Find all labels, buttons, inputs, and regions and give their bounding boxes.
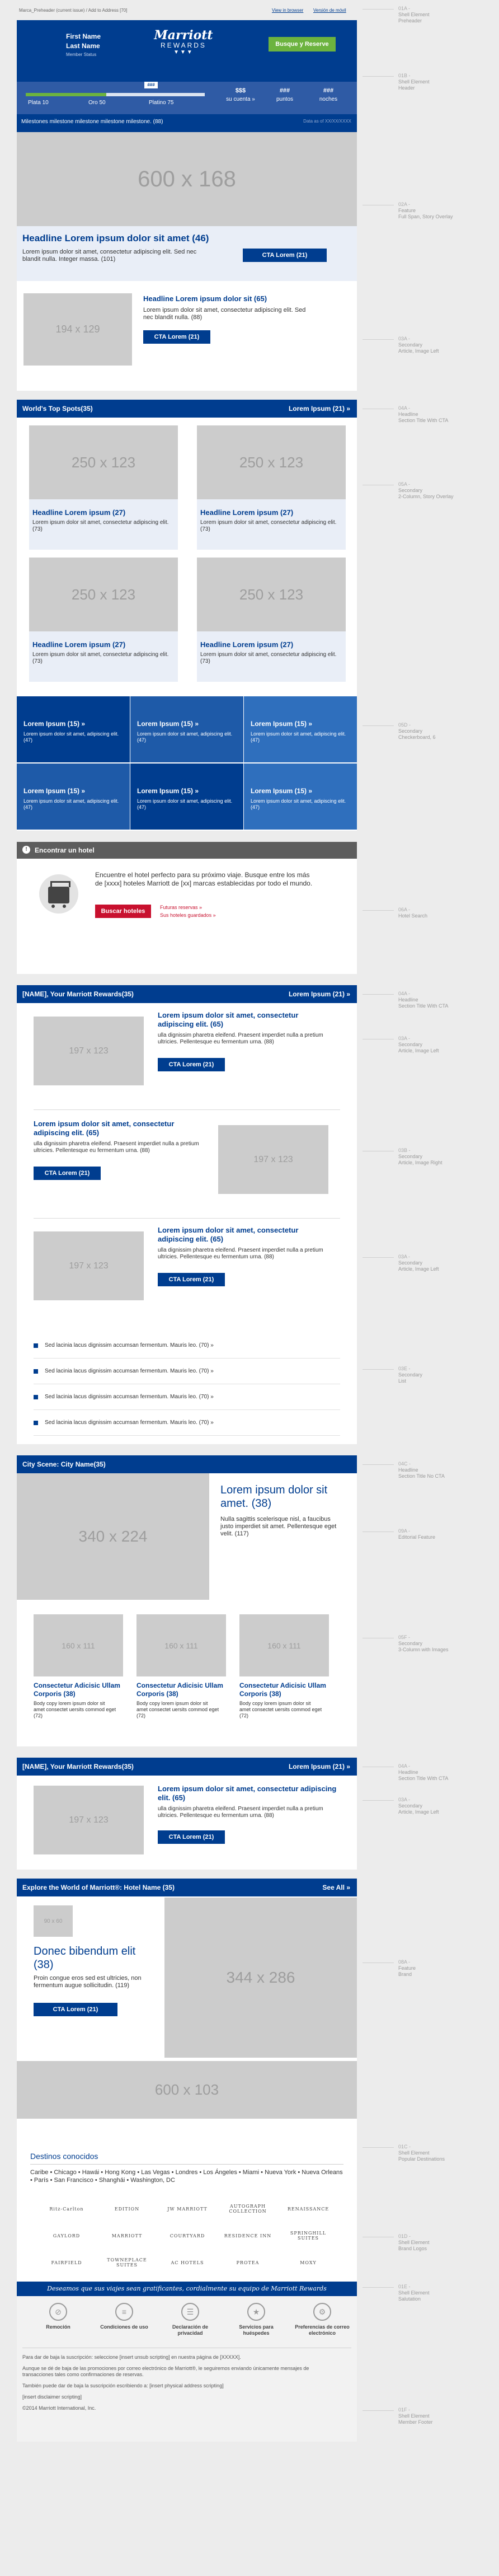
annotation-leader xyxy=(363,339,394,340)
article-cta-button[interactable]: CTA Lorem (21) xyxy=(143,330,210,344)
rewards-list-text: Sed lacinia lacus dignissim accumsan fermentum. Mauris leo. (70) » xyxy=(45,1342,214,1348)
rewards-list-item[interactable] xyxy=(34,1415,340,1436)
footer-link[interactable] xyxy=(228,2303,284,2336)
module-annotation-id: 01D - xyxy=(398,2233,411,2239)
luggage-icon xyxy=(39,874,78,914)
module-annotation-id: 03E - xyxy=(398,1366,411,1371)
city-header xyxy=(17,1455,357,1473)
footer-link[interactable] xyxy=(294,2303,350,2336)
brand-logo-text: RESIDENCE INN xyxy=(224,2233,272,2238)
rewards-list-text: Sed lacinia lacus dignissim accumsan fermentum. Mauris leo. (70) » xyxy=(45,1368,214,1374)
checker-tile-body: Lorem ipsum dolor sit amet, adipiscing elit. (47) xyxy=(251,798,346,810)
footer-link-label: Preferencias de correo electrónico xyxy=(295,2324,350,2336)
module-annotation xyxy=(398,1763,488,1782)
stat-nights-label: noches xyxy=(319,96,338,102)
rewards2-body: ulla dignissim pharetra eleifend. Praesent imperdiet nulla a pretium ultricies. Pellentesque eu fermentum urna. (88) xyxy=(158,1806,323,1819)
stat-nights xyxy=(309,87,348,102)
disclaimer-paragraph: Para dar de baja la suscripción: seleccione [insert unsub scripting] en nuestra página de [XXXXX]. xyxy=(22,2354,241,2360)
brand-logo-text: MARRIOTT xyxy=(111,2233,143,2238)
checker-tile[interactable] xyxy=(244,764,357,830)
module-annotation-text: Shell Element Salutation xyxy=(398,2290,430,2302)
city-title: City Scene: City Name(35) xyxy=(22,1460,106,1468)
checker-tile-title: Lorem Ipsum (15) » xyxy=(23,787,86,795)
disclaimer-paragraph: Aunque se dé de baja de las promociones por correo electrónico de Marriott®, le seguiremos enviando únicamente mensajes de transacciones tales como confirmaciones de reservas. xyxy=(22,2366,309,2377)
footer-link-label: Condiciones de uso xyxy=(100,2324,148,2330)
module-annotation-text: Secondary Checkerboard, 6 xyxy=(398,728,436,740)
rewards-article-cta-button[interactable]: CTA Lorem (21) xyxy=(158,1273,225,1286)
explore-title: Explore the World of Marriott®: Hotel Name (35) xyxy=(22,1884,175,1891)
module-annotation-text: Secondary List xyxy=(398,1372,423,1384)
header xyxy=(17,20,357,132)
city-scene-section xyxy=(17,1455,357,1746)
disclaimer xyxy=(22,2354,336,2416)
salutation-text: Deseamos que sus viajes sean gratificantes, cordialmente su equipo de Marriott Rewards xyxy=(47,2285,327,2292)
spot-card-image[interactable]: 250 x 123 xyxy=(29,558,178,631)
city-card-body: Body copy lorem ipsum dolor sit amet consectet uersits commod eget (72) xyxy=(239,1701,322,1718)
rewards-list-item[interactable] xyxy=(34,1364,340,1384)
module-annotation xyxy=(398,405,488,424)
article-image[interactable]: 194 x 129 xyxy=(23,293,132,366)
destinations-divider xyxy=(30,2164,343,2165)
rewards2-cta-button[interactable]: CTA Lorem (21) xyxy=(158,1830,225,1844)
rewards-list-text: Sed lacinia lacus dignissim accumsan fermentum. Mauris leo. (70) » xyxy=(45,1394,214,1400)
explore-section xyxy=(17,1879,357,2130)
module-annotation-id: 01F - xyxy=(398,2407,411,2413)
brand-logo-placeholder: 90 x 60 xyxy=(34,1905,73,1937)
module-annotation-text: Feature Full Span, Story Overlay xyxy=(398,208,453,219)
disclaimer-paragraph: También puede dar de baja la suscripción escribiendo a: [insert physical address scripting] xyxy=(22,2383,224,2388)
brand-logo-text: AUTOGRAPH COLLECTION xyxy=(229,2204,267,2214)
module-annotation-id: 05A - xyxy=(398,481,411,487)
module-annotation xyxy=(398,481,488,500)
stats-strip xyxy=(17,82,357,114)
list-bullet-icon xyxy=(34,1369,38,1374)
footer-link-icon: ☰ xyxy=(181,2303,199,2321)
spot-card[interactable] xyxy=(29,558,178,682)
annotation-leader xyxy=(363,1531,394,1532)
stat-points-label: puntos xyxy=(276,96,294,102)
tier-oro: Oro 50 xyxy=(88,100,106,106)
checker-tile[interactable] xyxy=(130,696,243,762)
module-annotation xyxy=(398,1528,488,1540)
rewards-list-item[interactable] xyxy=(34,1338,340,1359)
brand-logo[interactable] xyxy=(281,2198,336,2220)
milestone-text: Milestones milestone milestone milestone milestone. (88) xyxy=(21,119,163,125)
rewards-section xyxy=(17,985,357,1444)
brand-logo-text: EDITION xyxy=(114,2206,140,2212)
mobile-version-link[interactable]: Versión de móvil xyxy=(313,8,346,13)
spot-card-headline: Headline Lorem ipsum (27) xyxy=(200,508,294,517)
rewards2-header xyxy=(17,1758,357,1776)
annotation-leader xyxy=(363,1369,394,1370)
rewards-link[interactable]: Lorem Ipsum (21) » xyxy=(288,990,350,998)
annotation-leader xyxy=(363,9,394,10)
checker-tile-body: Lorem ipsum dolor sit amet, adipiscing elit. (47) xyxy=(23,798,119,810)
section-divider xyxy=(34,1218,340,1219)
search-hotels-button[interactable]: Buscar hoteles xyxy=(95,905,151,918)
footer-link[interactable] xyxy=(30,2303,86,2330)
rewards-article-image[interactable]: 197 x 123 xyxy=(218,1125,328,1194)
milestone-date: Data as of XX/XX/XXXX xyxy=(303,119,351,124)
module-annotation xyxy=(398,2233,488,2252)
rewards2-link[interactable]: Lorem Ipsum (21) » xyxy=(288,1763,350,1771)
spot-card-headline: Headline Lorem ipsum (27) xyxy=(200,640,294,649)
module-annotation-text: Secondary Article, Image Left xyxy=(398,1260,439,1272)
spot-card-image[interactable]: 250 x 123 xyxy=(197,425,346,499)
preheader-text: Marca_Preheader (current issue) / Add to Address [70] xyxy=(19,8,128,13)
view-in-browser-link[interactable]: View in browser xyxy=(272,8,304,13)
city-headline: Lorem ipsum dolor sit amet. (38) xyxy=(220,1484,328,1510)
module-annotation xyxy=(398,722,488,741)
module-annotation xyxy=(398,1634,488,1653)
hero-body: Lorem ipsum dolor sit amet, consectetur adipiscing elit. Sed nec blandit nulla. Integer massa. (101) xyxy=(22,249,197,263)
rewards-section-2 xyxy=(17,1758,357,1870)
checker-tile-body: Lorem ipsum dolor sit amet, adipiscing elit. (47) xyxy=(137,798,233,810)
member-status: Member Status xyxy=(66,52,97,57)
checker-tile-body: Lorem ipsum dolor sit amet, adipiscing elit. (47) xyxy=(23,731,119,743)
future-reservations-link[interactable]: Futuras reservas » xyxy=(160,905,203,910)
brand-logo[interactable] xyxy=(160,2224,215,2247)
annotation-leader xyxy=(363,910,394,911)
module-annotation-text: Secondary Article, Image Left xyxy=(398,1803,439,1815)
stat-account-label: su cuenta » xyxy=(226,96,255,102)
destinations-title: Destinos conocidos xyxy=(30,2152,98,2161)
rewards-article-headline: Lorem ipsum dolor sit amet, consectetur adipiscing elit. (65) xyxy=(158,1226,299,1243)
module-annotation xyxy=(398,1254,488,1272)
section-divider xyxy=(34,1109,340,1110)
module-annotation-text: Secondary 3-Column with Images xyxy=(398,1641,449,1652)
hotel-search-section xyxy=(17,842,357,974)
module-annotation xyxy=(398,1959,488,1978)
brand-logo[interactable] xyxy=(281,2251,336,2274)
footer-link-icon: ★ xyxy=(247,2303,265,2321)
checker-tile[interactable] xyxy=(17,696,130,762)
preheader xyxy=(17,4,357,17)
explore-cta-button[interactable]: CTA Lorem (21) xyxy=(34,2003,117,2016)
city-card-headline: Consectetur Adicisic Ullam Corporis (38) xyxy=(34,1682,120,1698)
brand-logo-text: Ritz-Carlton xyxy=(49,2206,84,2212)
article-headline: Headline Lorem ipsum dolor sit (65) xyxy=(143,294,267,303)
module-annotation-id: 04C - xyxy=(398,1461,411,1467)
brand-logo-text: AC HOTELS xyxy=(171,2260,204,2265)
annotation-leader xyxy=(363,76,394,77)
module-annotation xyxy=(398,1366,488,1384)
city-card-body: Body copy lorem ipsum dolor sit amet consectet uersits commod eget (72) xyxy=(136,1701,219,1718)
module-annotation xyxy=(398,202,488,220)
brand-logo[interactable] xyxy=(39,2251,94,2274)
city-image[interactable]: 340 x 224 xyxy=(17,1473,209,1600)
marriott-rewards-logo[interactable] xyxy=(150,28,217,55)
saved-hotels-link[interactable]: Sus hoteles guardados » xyxy=(160,912,216,918)
rewards2-image[interactable]: 197 x 123 xyxy=(34,1786,144,1854)
spot-card-image[interactable]: 250 x 123 xyxy=(29,425,178,499)
module-annotation xyxy=(398,2284,488,2302)
module-annotation xyxy=(398,73,488,91)
module-annotation-id: 05D - xyxy=(398,722,411,728)
popular-destinations xyxy=(17,2130,357,2192)
logo-subtitle: REWARDS xyxy=(161,41,206,49)
top-spots-title: World's Top Spots(35) xyxy=(22,405,93,413)
progress-marker: ### xyxy=(144,82,158,88)
module-annotation-id: 03B - xyxy=(398,1148,411,1153)
disclaimer-paragraph: [insert disclaimer scripting] xyxy=(22,2394,82,2400)
module-annotation-id: 01C - xyxy=(398,2144,411,2149)
checker-tile[interactable] xyxy=(130,764,243,830)
rewards-list-text: Sed lacinia lacus dignissim accumsan fermentum. Mauris leo. (70) » xyxy=(45,1420,214,1426)
explore-header xyxy=(17,1879,357,1896)
module-annotation-text: Hotel Search xyxy=(398,913,428,919)
progress-track xyxy=(26,93,205,96)
brand-logo[interactable] xyxy=(160,2251,215,2274)
brand-logo-text: TOWNEPLACE SUITES xyxy=(107,2257,147,2268)
hotel-search-body: Encuentre el hotel perfecto para su próximo viaje. Busque entre los más de [xxxx] hoteles Marriott de [xx] marcas establecidas por todo el mundo. xyxy=(95,871,313,887)
module-annotation-text: Headline Section Title With CTA xyxy=(398,1769,449,1781)
module-annotation-text: Feature Brand xyxy=(398,1965,416,1977)
checker-tile[interactable] xyxy=(17,764,130,830)
module-annotation-id: 02A - xyxy=(398,202,411,207)
module-annotation-id: 04A - xyxy=(398,405,411,411)
explore-headline: Donec bibendum elit (38) xyxy=(34,1945,136,1971)
module-annotation-text: Shell Element Popular Destinations xyxy=(398,2150,445,2162)
hero-image[interactable]: 600 x 168 xyxy=(17,132,357,226)
brand-logo[interactable] xyxy=(39,2198,94,2220)
module-annotation xyxy=(398,991,488,1009)
rewards-article-cta-button[interactable]: CTA Lorem (21) xyxy=(34,1167,101,1180)
top-spots-link[interactable]: Lorem Ipsum (21) » xyxy=(288,405,350,413)
top-spots-section xyxy=(17,400,357,831)
logo-wordmark: Marriott xyxy=(154,28,213,43)
list-bullet-icon xyxy=(34,1343,38,1348)
stat-account[interactable] xyxy=(218,87,263,102)
module-annotation-text: Editorial Feature xyxy=(398,1534,436,1540)
city-card-headline: Consectetur Adicisic Ullam Corporis (38) xyxy=(136,1682,223,1698)
spot-card-image[interactable]: 250 x 123 xyxy=(197,558,346,631)
brand-logo[interactable] xyxy=(100,2224,154,2247)
rewards-article-body: ulla dignissim pharetra eleifend. Praesent imperdiet nulla a pretium ultricies. Pellentesque eu fermentum urna. (88) xyxy=(158,1032,323,1045)
member-footer xyxy=(17,2296,357,2442)
explore-body: Proin congue eros sed est ultricies, non fermentum augue sollicitudin. (119) xyxy=(34,1975,142,1989)
destinations-cities[interactable]: Caribe • Chicago • Hawái • Hong Kong • Las Vegas • Londres • Los Ángeles • Miami • Nueva York • Nueva Orleans • París • San Francisco • Shanghái • Washington, DC xyxy=(30,2169,343,2184)
spot-card[interactable] xyxy=(29,425,178,550)
spot-card-body: Lorem ipsum dolor sit amet, consectetur adipiscing elit. (73) xyxy=(32,652,169,664)
brand-logo[interactable] xyxy=(220,2251,275,2274)
hero-overlay xyxy=(17,226,357,281)
checker-tile-title: Lorem Ipsum (15) » xyxy=(137,787,199,795)
brand-logo[interactable] xyxy=(100,2198,154,2220)
brand-logo[interactable] xyxy=(220,2224,275,2247)
annotation-leader xyxy=(363,725,394,726)
brand-logo-text: PROTEA xyxy=(236,2260,260,2265)
book-button[interactable]: Busque y Reserve xyxy=(269,37,336,51)
spot-card-body: Lorem ipsum dolor sit amet, consectetur adipiscing elit. (73) xyxy=(32,519,169,532)
rewards-article-headline: Lorem ipsum dolor sit amet, consectetur adipiscing elit. (65) xyxy=(158,1011,299,1028)
footer-link[interactable] xyxy=(162,2303,218,2336)
annotation-leader xyxy=(363,994,394,995)
module-annotation xyxy=(398,1148,488,1166)
checker-tile-title: Lorem Ipsum (15) » xyxy=(251,787,313,795)
tier-plata: Plata 10 xyxy=(28,100,49,106)
explore-bottom-image[interactable]: 600 x 103 xyxy=(17,2061,357,2119)
module-annotation-text: Shell Element Brand Logos xyxy=(398,2240,430,2251)
hero-headline: Headline Lorem ipsum dolor sit amet (46) xyxy=(22,233,209,243)
brand-logo-text: MOXY xyxy=(300,2260,317,2265)
hotel-search-title: Encontrar un hotel xyxy=(35,846,95,854)
rewards-list-item[interactable] xyxy=(34,1389,340,1410)
module-annotation xyxy=(398,2144,488,2162)
module-annotation-id: 09A - xyxy=(398,1528,411,1534)
hotel-search-header xyxy=(17,842,357,859)
brand-logo-text: FAIRFIELD xyxy=(51,2260,82,2265)
brand-logo[interactable] xyxy=(100,2251,154,2274)
rewards-article-body: ulla dignissim pharetra eleifend. Praesent imperdiet nulla a pretium ultricies. Pellentesque eu fermentum urna. (88) xyxy=(158,1247,323,1260)
brand-logo-text: GAYLORD xyxy=(53,2233,81,2238)
last-name: Last Name xyxy=(66,42,100,50)
article-body: Lorem ipsum dolor sit amet, consectetur adipiscing elit. Sed nec blandit nulla. (88) xyxy=(143,307,306,321)
city-card-body: Body copy lorem ipsum dolor sit amet consectet uersits commod eget (72) xyxy=(34,1701,116,1718)
brand-logo[interactable] xyxy=(281,2224,336,2247)
rewards-header xyxy=(17,985,357,1003)
list-bullet-icon xyxy=(34,1395,38,1399)
tier-platino: Platino 75 xyxy=(149,100,174,106)
module-annotation-text: Headline Section Title With CTA xyxy=(398,411,449,423)
rewards-article-body: ulla dignissim pharetra eleifend. Praesent imperdiet nulla a pretium ultricies. Pellentesque eu fermentum urna. (88) xyxy=(34,1141,199,1154)
brand-logo-text: COURTYARD xyxy=(170,2233,205,2238)
checker-tile-body: Lorem ipsum dolor sit amet, adipiscing elit. (47) xyxy=(251,731,346,743)
logo-flourish-icon: ▼▼▼ xyxy=(173,49,194,55)
disclaimer-paragraph: ©2014 Marriott International, Inc. xyxy=(22,2405,96,2411)
first-name: First Name xyxy=(66,32,101,40)
module-annotation xyxy=(398,6,488,24)
module-annotation-text: Secondary Article, Image Left xyxy=(398,342,439,354)
brand-logo[interactable] xyxy=(39,2224,94,2247)
member-name xyxy=(66,32,101,57)
rewards-article-image[interactable]: 197 x 123 xyxy=(34,1017,144,1085)
hero-cta-button[interactable]: CTA Lorem (21) xyxy=(243,249,327,262)
module-annotation xyxy=(398,2407,488,2425)
city-card-headline: Consectetur Adicisic Ullam Corporis (38) xyxy=(239,1682,326,1698)
annotation-leader xyxy=(363,1464,394,1465)
module-annotation-text: Headline Section Title No CTA xyxy=(398,1467,445,1479)
brand-logo-text: JW MARRIOTT xyxy=(167,2206,208,2212)
checker-tile-title: Lorem Ipsum (15) » xyxy=(251,720,313,728)
brand-logos xyxy=(17,2192,357,2282)
footer-link[interactable] xyxy=(96,2303,152,2330)
list-bullet-icon xyxy=(34,1421,38,1425)
hero-feature xyxy=(17,132,357,281)
progress-fill xyxy=(26,93,106,96)
module-annotation-text: Secondary Article, Image Left xyxy=(398,1042,439,1053)
rewards2-headline: Lorem ipsum dolor sit amet, consectetur adipiscing elit. (65) xyxy=(158,1785,337,1802)
module-annotation-id: 03A - xyxy=(398,1797,411,1802)
spot-card-body: Lorem ipsum dolor sit amet, consectetur adipiscing elit. (73) xyxy=(200,652,337,664)
module-annotation-text: Shell Element Header xyxy=(398,79,430,91)
module-annotation xyxy=(398,1461,488,1479)
rewards-article-headline: Lorem ipsum dolor sit amet, consectetur adipiscing elit. (65) xyxy=(34,1120,175,1137)
module-annotation-id: 01A - xyxy=(398,6,411,11)
top-spots-header xyxy=(17,400,357,418)
brand-logo[interactable] xyxy=(220,2198,275,2220)
module-annotation-text: Headline Section Title With CTA xyxy=(398,997,449,1009)
module-annotation-id: 03A - xyxy=(398,1254,411,1259)
module-annotation-id: 04A - xyxy=(398,991,411,996)
checker-tile-title: Lorem Ipsum (15) » xyxy=(23,720,86,728)
annotation-leader xyxy=(363,2410,394,2411)
explore-link[interactable]: See All » xyxy=(322,1884,350,1891)
footer-link-label: Declaración de privacidad xyxy=(172,2324,209,2336)
annotation-leader xyxy=(363,1800,394,1801)
rewards-title: [NAME], Your Marriott Rewards(35) xyxy=(22,990,134,998)
footer-link-label: Remoción xyxy=(46,2324,70,2330)
module-annotation xyxy=(398,907,488,919)
module-annotation-id: 03A - xyxy=(398,1036,411,1041)
hotel-search-icon: ! xyxy=(22,846,30,854)
rewards-article-cta-button[interactable]: CTA Lorem (21) xyxy=(158,1058,225,1071)
stat-points xyxy=(265,87,304,102)
stat-nights-value: ### xyxy=(323,87,334,94)
module-annotation-id: 08A - xyxy=(398,1959,411,1965)
module-annotation-id: 04A - xyxy=(398,1763,411,1769)
salutation xyxy=(17,2282,357,2296)
module-annotation-id: 01E - xyxy=(398,2284,411,2289)
annotation-leader xyxy=(363,2287,394,2288)
city-card-image[interactable]: 160 x 111 xyxy=(136,1614,226,1676)
module-annotation-id: 01B - xyxy=(398,73,411,78)
module-annotation-id: 05F - xyxy=(398,1634,411,1640)
rewards2-title: [NAME], Your Marriott Rewards(35) xyxy=(22,1763,134,1771)
module-annotation xyxy=(398,1036,488,1054)
city-body: Nulla sagittis scelerisque nisl, a faucibus justo imperdiet sit amet. Pellentesque eget velit. (117) xyxy=(220,1516,337,1537)
spot-card[interactable] xyxy=(197,425,346,550)
module-annotation-id: 06A - xyxy=(398,907,411,912)
footer-link-icon: ⊘ xyxy=(49,2303,67,2321)
explore-image[interactable]: 344 x 286 xyxy=(164,1898,357,2058)
spot-card-body: Lorem ipsum dolor sit amet, consectetur adipiscing elit. (73) xyxy=(200,519,337,532)
rewards-article-image[interactable]: 197 x 123 xyxy=(34,1231,144,1300)
spot-card-headline: Headline Lorem ipsum (27) xyxy=(32,640,126,649)
stat-account-value: $$$ xyxy=(235,87,246,94)
module-annotation-text: Secondary 2-Column, Story Overlay xyxy=(398,488,454,499)
checker-tile[interactable] xyxy=(244,696,357,762)
spot-card[interactable] xyxy=(197,558,346,682)
checker-tile-title: Lorem Ipsum (15) » xyxy=(137,720,199,728)
module-annotation xyxy=(398,336,488,354)
brand-logo-text: RENAISSANCE xyxy=(287,2206,329,2212)
footer-link-icon: ⚙ xyxy=(313,2303,331,2321)
annotation-leader xyxy=(363,1257,394,1258)
checker-tile-body: Lorem ipsum dolor sit amet, adipiscing elit. (47) xyxy=(137,731,233,743)
city-card-image[interactable]: 160 x 111 xyxy=(34,1614,123,1676)
module-annotation-text: Secondary Article, Image Right xyxy=(398,1154,442,1165)
module-annotation xyxy=(398,1797,488,1815)
brand-logo[interactable] xyxy=(160,2198,215,2220)
stat-points-value: ### xyxy=(279,87,290,94)
footer-link-label: Servicios para huéspedes xyxy=(239,2324,274,2336)
annotation-leader xyxy=(363,2147,394,2148)
module-annotation-text: Shell Element Member Footer xyxy=(398,2413,433,2425)
spot-card-headline: Headline Lorem ipsum (27) xyxy=(32,508,126,517)
brand-logo-text: SPRINGHILL SUITES xyxy=(290,2231,327,2241)
city-card-image[interactable]: 160 x 111 xyxy=(239,1614,329,1676)
article-image-left xyxy=(17,281,357,391)
footer-link-icon: ≡ xyxy=(115,2303,133,2321)
module-annotation-text: Shell Element Preheader xyxy=(398,12,430,24)
module-annotation-id: 03A - xyxy=(398,336,411,341)
